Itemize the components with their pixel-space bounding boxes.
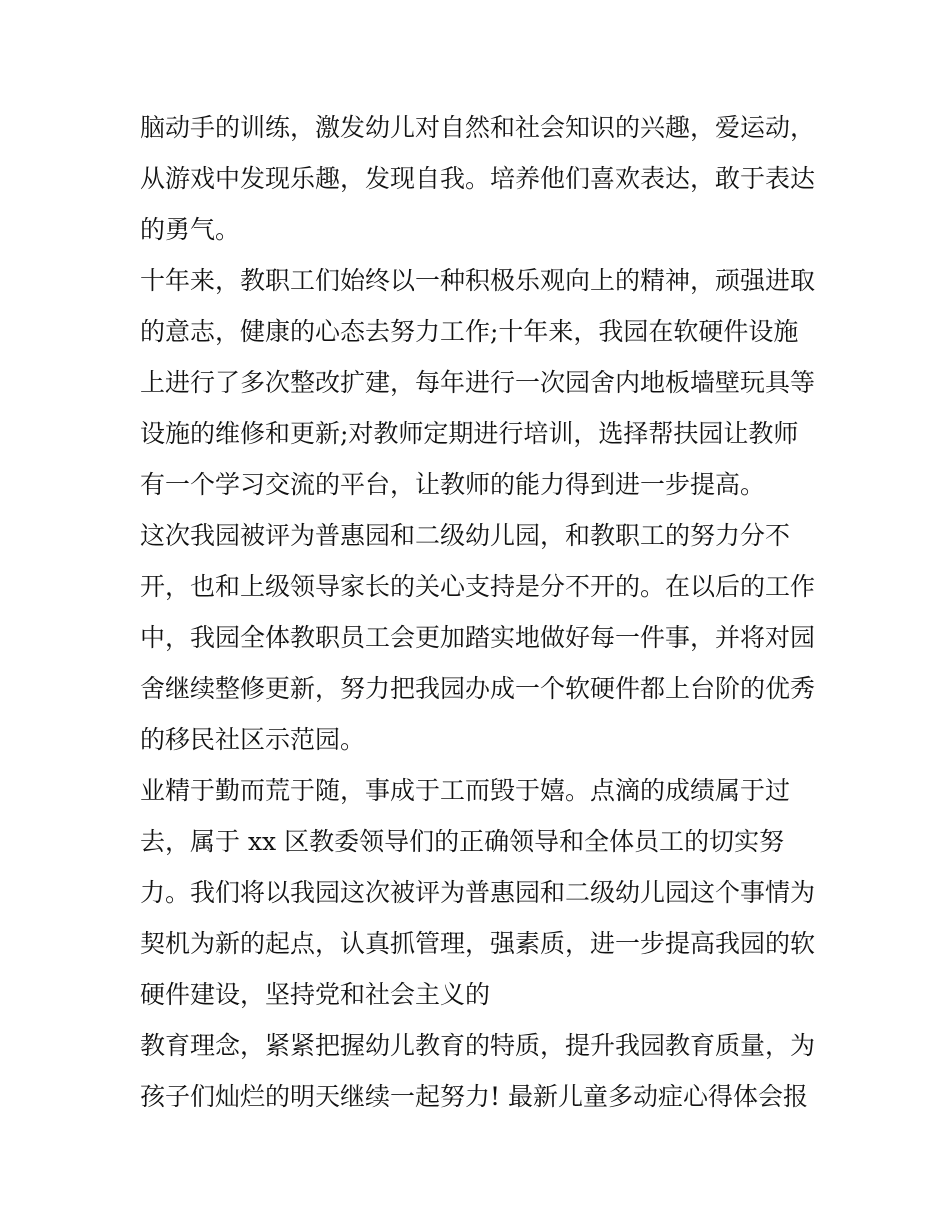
text-line: 舍继续整修更新，努力把我园办成一个软硬件都上台阶的优秀 [140,674,816,703]
text-line: 开，也和上级领导家长的关心支持是分不开的。在以后的工作 [140,572,816,601]
text-line: 去，属于 xx 区教委领导们的正确领导和全体员工的切实努 [140,827,785,856]
text-line: 中，我园全体教职员工会更加踏实地做好每一件事，并将对园 [140,623,816,652]
text-line: 上进行了多次整改扩建，每年进行一次园舍内地板墙壁玩具等 [140,368,816,397]
text-line: 硬件建设，坚持党和社会主义的 [140,980,491,1009]
text-line: 力。我们将以我园这次被评为普惠园和二级幼儿园这个事情为 [140,878,816,907]
text-line: 业精于勤而荒于随，事成于工而毁于嬉。点滴的成绩属于过 [140,776,791,805]
text-line: 这次我园被评为普惠园和二级幼儿园，和教职工的努力分不 [140,521,791,550]
text-line: 的意志，健康的心态去努力工作;十年来，我园在软硬件设施 [140,317,799,346]
text-line: 十年来，教职工们始终以一种积极乐观向上的精神，顽强进取 [140,266,816,295]
text-line: 教育理念，紧紧把握幼儿教育的特质，提升我园教育质量，为 [140,1031,816,1060]
text-line: 脑动手的训练，激发幼儿对自然和社会知识的兴趣，爱运动， [140,113,816,142]
text-line: 契机为新的起点，认真抓管理，强素质，进一步提高我园的软 [140,929,816,958]
text-line: 从游戏中发现乐趣，发现自我。培养他们喜欢表达，敢于表达 [140,164,816,193]
text-line: 的勇气。 [140,215,241,244]
text-line: 有一个学习交流的平台，让教师的能力得到进一步提高。 [140,470,766,499]
text-line: 的移民社区示范园。 [140,725,366,754]
text-line: 孩子们灿烂的明天继续一起努力! 最新儿童多动症心得体会报 [140,1082,808,1111]
text-line: 设施的维修和更新;对教师定期进行培训，选择帮扶园让教师 [140,419,799,448]
document-page [140,102,830,1122]
